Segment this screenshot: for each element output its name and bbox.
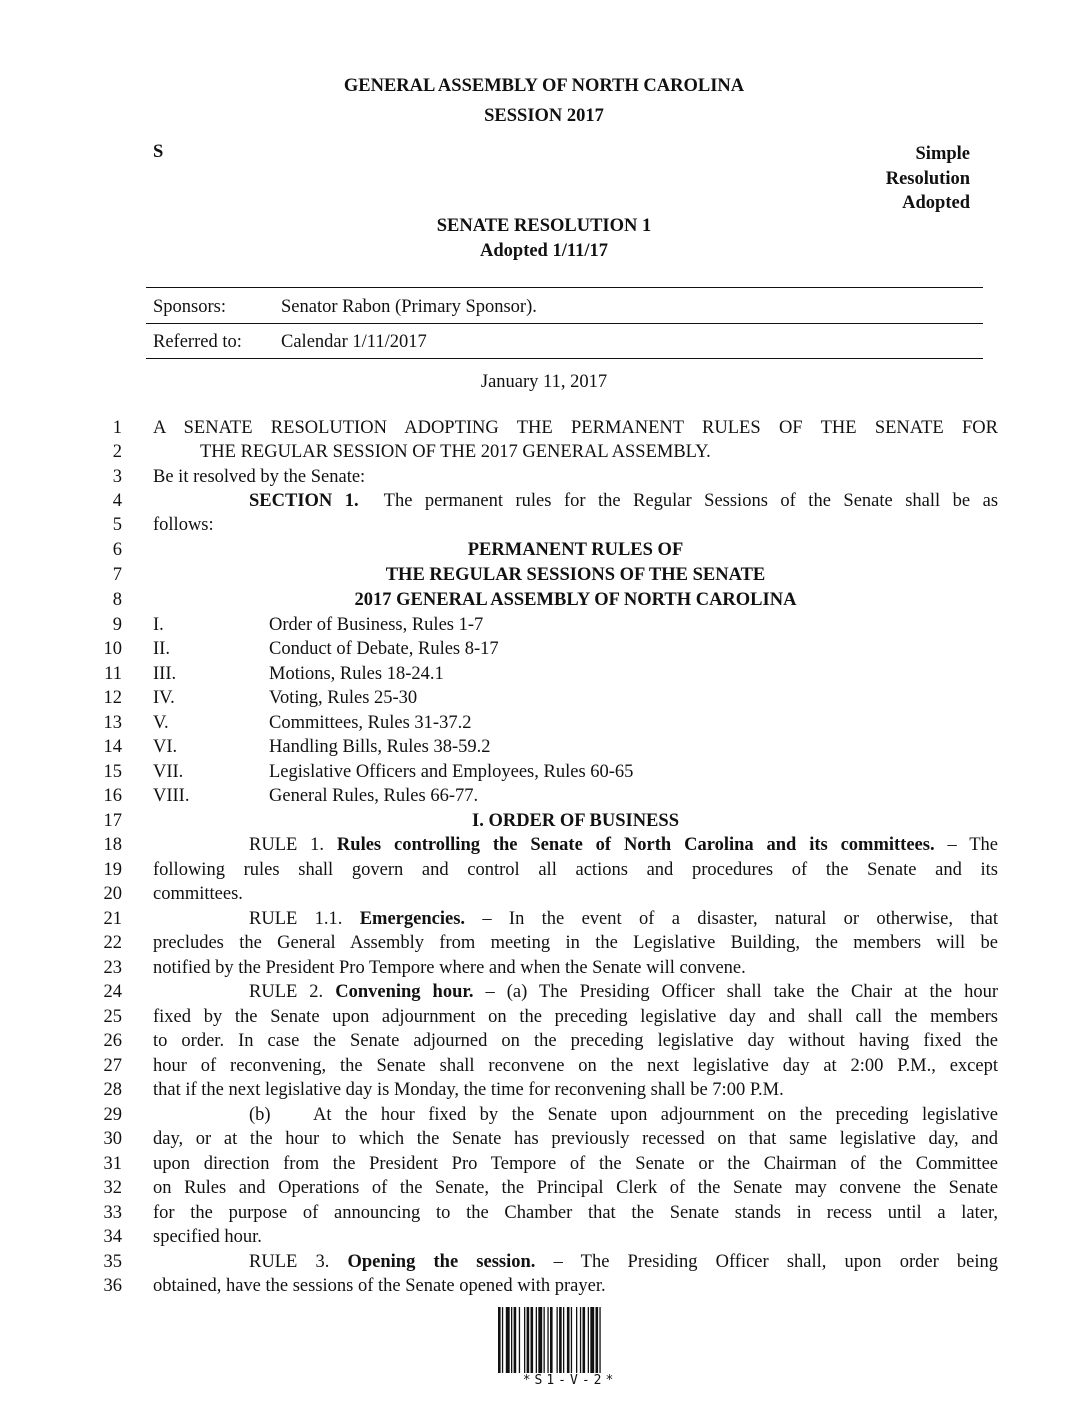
- line-25: [0, 1006, 1088, 1029]
- line-number: 25: [103, 1007, 122, 1027]
- toc-text: Committees, Rules 31-37.2: [269, 713, 472, 733]
- toc-number: VIII.: [153, 786, 190, 806]
- line-18: [0, 834, 1088, 857]
- line-text-rest: – The Presiding Officer shall, upon order being: [553, 1252, 998, 1272]
- line-number: 28: [103, 1080, 122, 1100]
- sponsors-value: Senator Rabon (Primary Sponsor).: [281, 297, 537, 317]
- toc-text: Order of Business, Rules 1-7: [269, 615, 484, 635]
- line-number: 8: [112, 590, 122, 610]
- barcode-bar: [531, 1307, 534, 1373]
- line-text-rest: – The: [947, 835, 998, 855]
- line-number: 34: [103, 1227, 122, 1247]
- rule-number: RULE 1.: [249, 835, 325, 855]
- toc-line: [0, 663, 1088, 686]
- line-number: 17: [103, 811, 122, 831]
- rule-number: RULE 3.: [249, 1252, 330, 1272]
- toc-text: Conduct of Debate, Rules 8-17: [269, 639, 499, 659]
- line-number: 27: [103, 1056, 122, 1076]
- status-line: Simple: [915, 144, 970, 164]
- line-19: [0, 859, 1088, 882]
- line-text: [153, 490, 998, 513]
- line-24: [0, 981, 1088, 1004]
- line-text: on Rules and Operations of the Senate, the Principal Clerk of the Senate may convene the Senate: [153, 1178, 998, 1198]
- toc-line: [0, 761, 1088, 784]
- chamber-letter: S: [153, 142, 164, 162]
- line-4: [0, 490, 1088, 513]
- barcode-bar: [538, 1307, 542, 1373]
- line-text: committees.: [153, 884, 243, 904]
- toc-line: [0, 712, 1088, 735]
- line-34: [0, 1226, 1088, 1249]
- barcode-bar: [559, 1307, 562, 1373]
- toc-line: [0, 785, 1088, 808]
- barcode-bar: [571, 1307, 572, 1373]
- heading-text: PERMANENT RULES OF: [467, 540, 684, 560]
- barcode-bar: [567, 1307, 570, 1373]
- barcode-bar: [524, 1307, 525, 1373]
- line-text: that if the next legislative day is Monday, the time for reconvening shall be 7:00 P.M.: [153, 1080, 784, 1100]
- barcode-bar: [527, 1307, 530, 1373]
- line-number: 29: [103, 1105, 122, 1125]
- toc-line: [0, 638, 1088, 661]
- toc-line: [0, 614, 1088, 637]
- line-number: 3: [112, 467, 122, 487]
- line-22: [0, 932, 1088, 955]
- line-text: [153, 834, 998, 857]
- barcode-bar: [596, 1307, 599, 1373]
- heading-text: I. ORDER OF BUSINESS: [472, 811, 679, 831]
- line-26: [0, 1030, 1088, 1053]
- line-text: THE REGULAR SESSION OF THE 2017 GENERAL ASSEMBLY.: [200, 442, 711, 462]
- barcode-bar: [599, 1307, 600, 1373]
- toc-text: Voting, Rules 25-30: [269, 688, 418, 708]
- rule-title: Rules controlling the Senate of North Carolina and its committees.: [336, 835, 935, 855]
- session-title: SESSION 2017: [484, 106, 604, 126]
- heading-text: THE REGULAR SESSIONS OF THE SENATE: [385, 565, 766, 585]
- line-number: 20: [103, 884, 122, 904]
- barcode-bar: [547, 1307, 548, 1373]
- line-number: 33: [103, 1203, 122, 1223]
- line-text: for the purpose of announcing to the Chamber that the Senate stands in recess until a later,: [153, 1203, 998, 1223]
- section-label: SECTION 1.: [249, 491, 359, 511]
- barcode-bar: [588, 1307, 589, 1373]
- line-text-rest: At the hour fixed by the Senate upon adjournment on the preceding legislative: [313, 1105, 998, 1125]
- line-number: 1: [112, 418, 122, 438]
- line-text: fixed by the Senate upon adjournment on the preceding legislative day and shall call the members: [153, 1007, 998, 1027]
- line-28: [0, 1079, 1088, 1102]
- line-number: 32: [103, 1178, 122, 1198]
- status-line: Adopted: [902, 193, 970, 213]
- barcode-text: *S1-V-2*: [522, 1373, 618, 1388]
- line-number: 30: [103, 1129, 122, 1149]
- document-date: January 11, 2017: [480, 372, 608, 392]
- line-36: [0, 1275, 1088, 1298]
- rule-number: RULE 2.: [249, 982, 324, 1002]
- barcode-bar: [557, 1307, 558, 1373]
- barcode-bar: [502, 1307, 503, 1373]
- toc-number: II.: [153, 639, 170, 659]
- line-20: [0, 883, 1088, 906]
- line-text: follows:: [153, 515, 214, 535]
- line-2: [0, 441, 1088, 464]
- barcode-bar: [511, 1307, 512, 1373]
- toc-line: [0, 687, 1088, 710]
- line-number: 19: [103, 860, 122, 880]
- line-number: 15: [103, 762, 122, 782]
- line-text-rest: The permanent rules for the Regular Sessions of the Senate shall be as: [383, 491, 999, 511]
- line-text: notified by the President Pro Tempore where and when the Senate will convene.: [153, 958, 746, 978]
- barcode-bar: [519, 1307, 520, 1373]
- barcode-bar: [498, 1307, 501, 1373]
- barcode-image: [496, 1307, 644, 1373]
- toc-text: General Rules, Rules 66-77.: [269, 786, 479, 806]
- line-21: [0, 908, 1088, 931]
- status-block: [886, 142, 970, 216]
- line-number: 31: [103, 1154, 122, 1174]
- line-33: [0, 1202, 1088, 1225]
- barcode-bar: [550, 1307, 553, 1373]
- line-35: [0, 1251, 1088, 1274]
- line-1: [0, 417, 1088, 440]
- heading-text: 2017 GENERAL ASSEMBLY OF NORTH CAROLINA: [354, 590, 797, 610]
- line-number: 21: [103, 909, 122, 929]
- line-number: 4: [112, 491, 122, 511]
- rule-title: Emergencies.: [359, 909, 466, 929]
- line-text: [153, 1104, 998, 1127]
- line-30: [0, 1128, 1088, 1151]
- line-17: [0, 810, 1088, 833]
- line-number: 22: [103, 933, 122, 953]
- barcode-bar: [544, 1307, 545, 1373]
- barcode-bar: [506, 1307, 510, 1373]
- line-number: 14: [103, 737, 122, 757]
- line-number: 36: [103, 1276, 122, 1296]
- line-number: 9: [112, 615, 122, 635]
- table-mid-rule: [146, 323, 983, 324]
- line-text: hour of reconvening, the Senate shall reconvene on the next legislative day at 2:00 P.M., except: [153, 1056, 998, 1076]
- line-text: [153, 908, 998, 931]
- barcode-bar: [563, 1307, 564, 1373]
- rule-number: RULE 1.1.: [249, 909, 343, 929]
- referred-label: Referred to:: [153, 332, 242, 352]
- barcode-bar: [576, 1307, 577, 1373]
- toc-number: VI.: [153, 737, 178, 757]
- line-number: 7: [112, 565, 122, 585]
- toc-line: [0, 736, 1088, 759]
- toc-text: Handling Bills, Rules 38-59.2: [269, 737, 491, 757]
- line-text: upon direction from the President Pro Tempore of the Senate or the Chairman of the Committee: [153, 1154, 998, 1174]
- barcode-bar: [590, 1307, 594, 1373]
- toc-number: V.: [153, 713, 169, 733]
- line-number: 13: [103, 713, 122, 733]
- toc-number: VII.: [153, 762, 184, 782]
- toc-number: I.: [153, 615, 164, 635]
- status-line: Resolution: [885, 168, 970, 189]
- line-number: 18: [103, 835, 122, 855]
- line-text: obtained, have the sessions of the Senate opened with prayer.: [153, 1276, 606, 1296]
- adopted-date: Adopted 1/11/17: [480, 241, 608, 261]
- line-number: 12: [103, 688, 122, 708]
- line-text: to order. In case the Senate adjourned on the preceding legislative day without having fixed the: [153, 1031, 998, 1051]
- line-number: 6: [112, 540, 122, 560]
- toc-number: IV.: [153, 688, 175, 708]
- barcode-bar: [583, 1307, 586, 1373]
- line-6: [0, 539, 1088, 562]
- rule-title: Convening hour.: [335, 982, 474, 1002]
- barcode-bar: [580, 1307, 581, 1373]
- line-number: 10: [103, 639, 122, 659]
- line-8: [0, 589, 1088, 612]
- line-number: 24: [103, 982, 122, 1002]
- barcode-bar: [536, 1307, 537, 1373]
- line-5: [0, 514, 1088, 537]
- line-29: [0, 1104, 1088, 1127]
- line-text: following rules shall govern and control all actions and procedures of the Senate and its: [153, 860, 998, 880]
- line-27: [0, 1055, 1088, 1078]
- line-text: day, or at the hour to which the Senate has previously recessed on that same legislative day, and: [153, 1129, 998, 1149]
- line-32: [0, 1177, 1088, 1200]
- sponsors-label: Sponsors:: [153, 297, 226, 317]
- line-text: specified hour.: [153, 1227, 262, 1247]
- line-text: precludes the General Assembly from meeting in the Legislative Building, the members will be: [153, 933, 998, 953]
- line-text-rest: – In the event of a disaster, natural or otherwise, that: [482, 909, 999, 929]
- rule-title: Opening the session.: [347, 1252, 536, 1272]
- resolution-title: SENATE RESOLUTION 1: [436, 216, 652, 236]
- toc-text: Legislative Officers and Employees, Rules 60-65: [269, 762, 634, 782]
- toc-number: III.: [153, 664, 177, 684]
- line-text: A SENATE RESOLUTION ADOPTING THE PERMANENT RULES OF THE SENATE FOR: [153, 418, 998, 438]
- line-7: [0, 564, 1088, 587]
- table-bottom-rule: [146, 358, 983, 359]
- line-number: 5: [112, 515, 122, 535]
- line-text: [153, 1251, 998, 1274]
- assembly-title: GENERAL ASSEMBLY OF NORTH CAROLINA: [343, 76, 745, 96]
- subsection-label: (b): [249, 1105, 271, 1125]
- toc-text: Motions, Rules 18-24.1: [269, 664, 444, 684]
- line-number: 2: [112, 442, 122, 462]
- barcode-bar: [514, 1307, 517, 1373]
- table-top-rule: [146, 287, 983, 288]
- referred-value: Calendar 1/11/2017: [281, 332, 427, 352]
- line-number: 23: [103, 958, 122, 978]
- line-number: 16: [103, 786, 122, 806]
- line-text-rest: – (a) The Presiding Officer shall take the Chair at the hour: [485, 982, 999, 1002]
- line-31: [0, 1153, 1088, 1176]
- line-text: [153, 981, 998, 1004]
- line-number: 35: [103, 1252, 122, 1272]
- line-3: [0, 466, 1088, 489]
- line-number: 11: [104, 664, 122, 684]
- line-number: 26: [103, 1031, 122, 1051]
- line-23: [0, 957, 1088, 980]
- line-text: Be it resolved by the Senate:: [153, 467, 366, 487]
